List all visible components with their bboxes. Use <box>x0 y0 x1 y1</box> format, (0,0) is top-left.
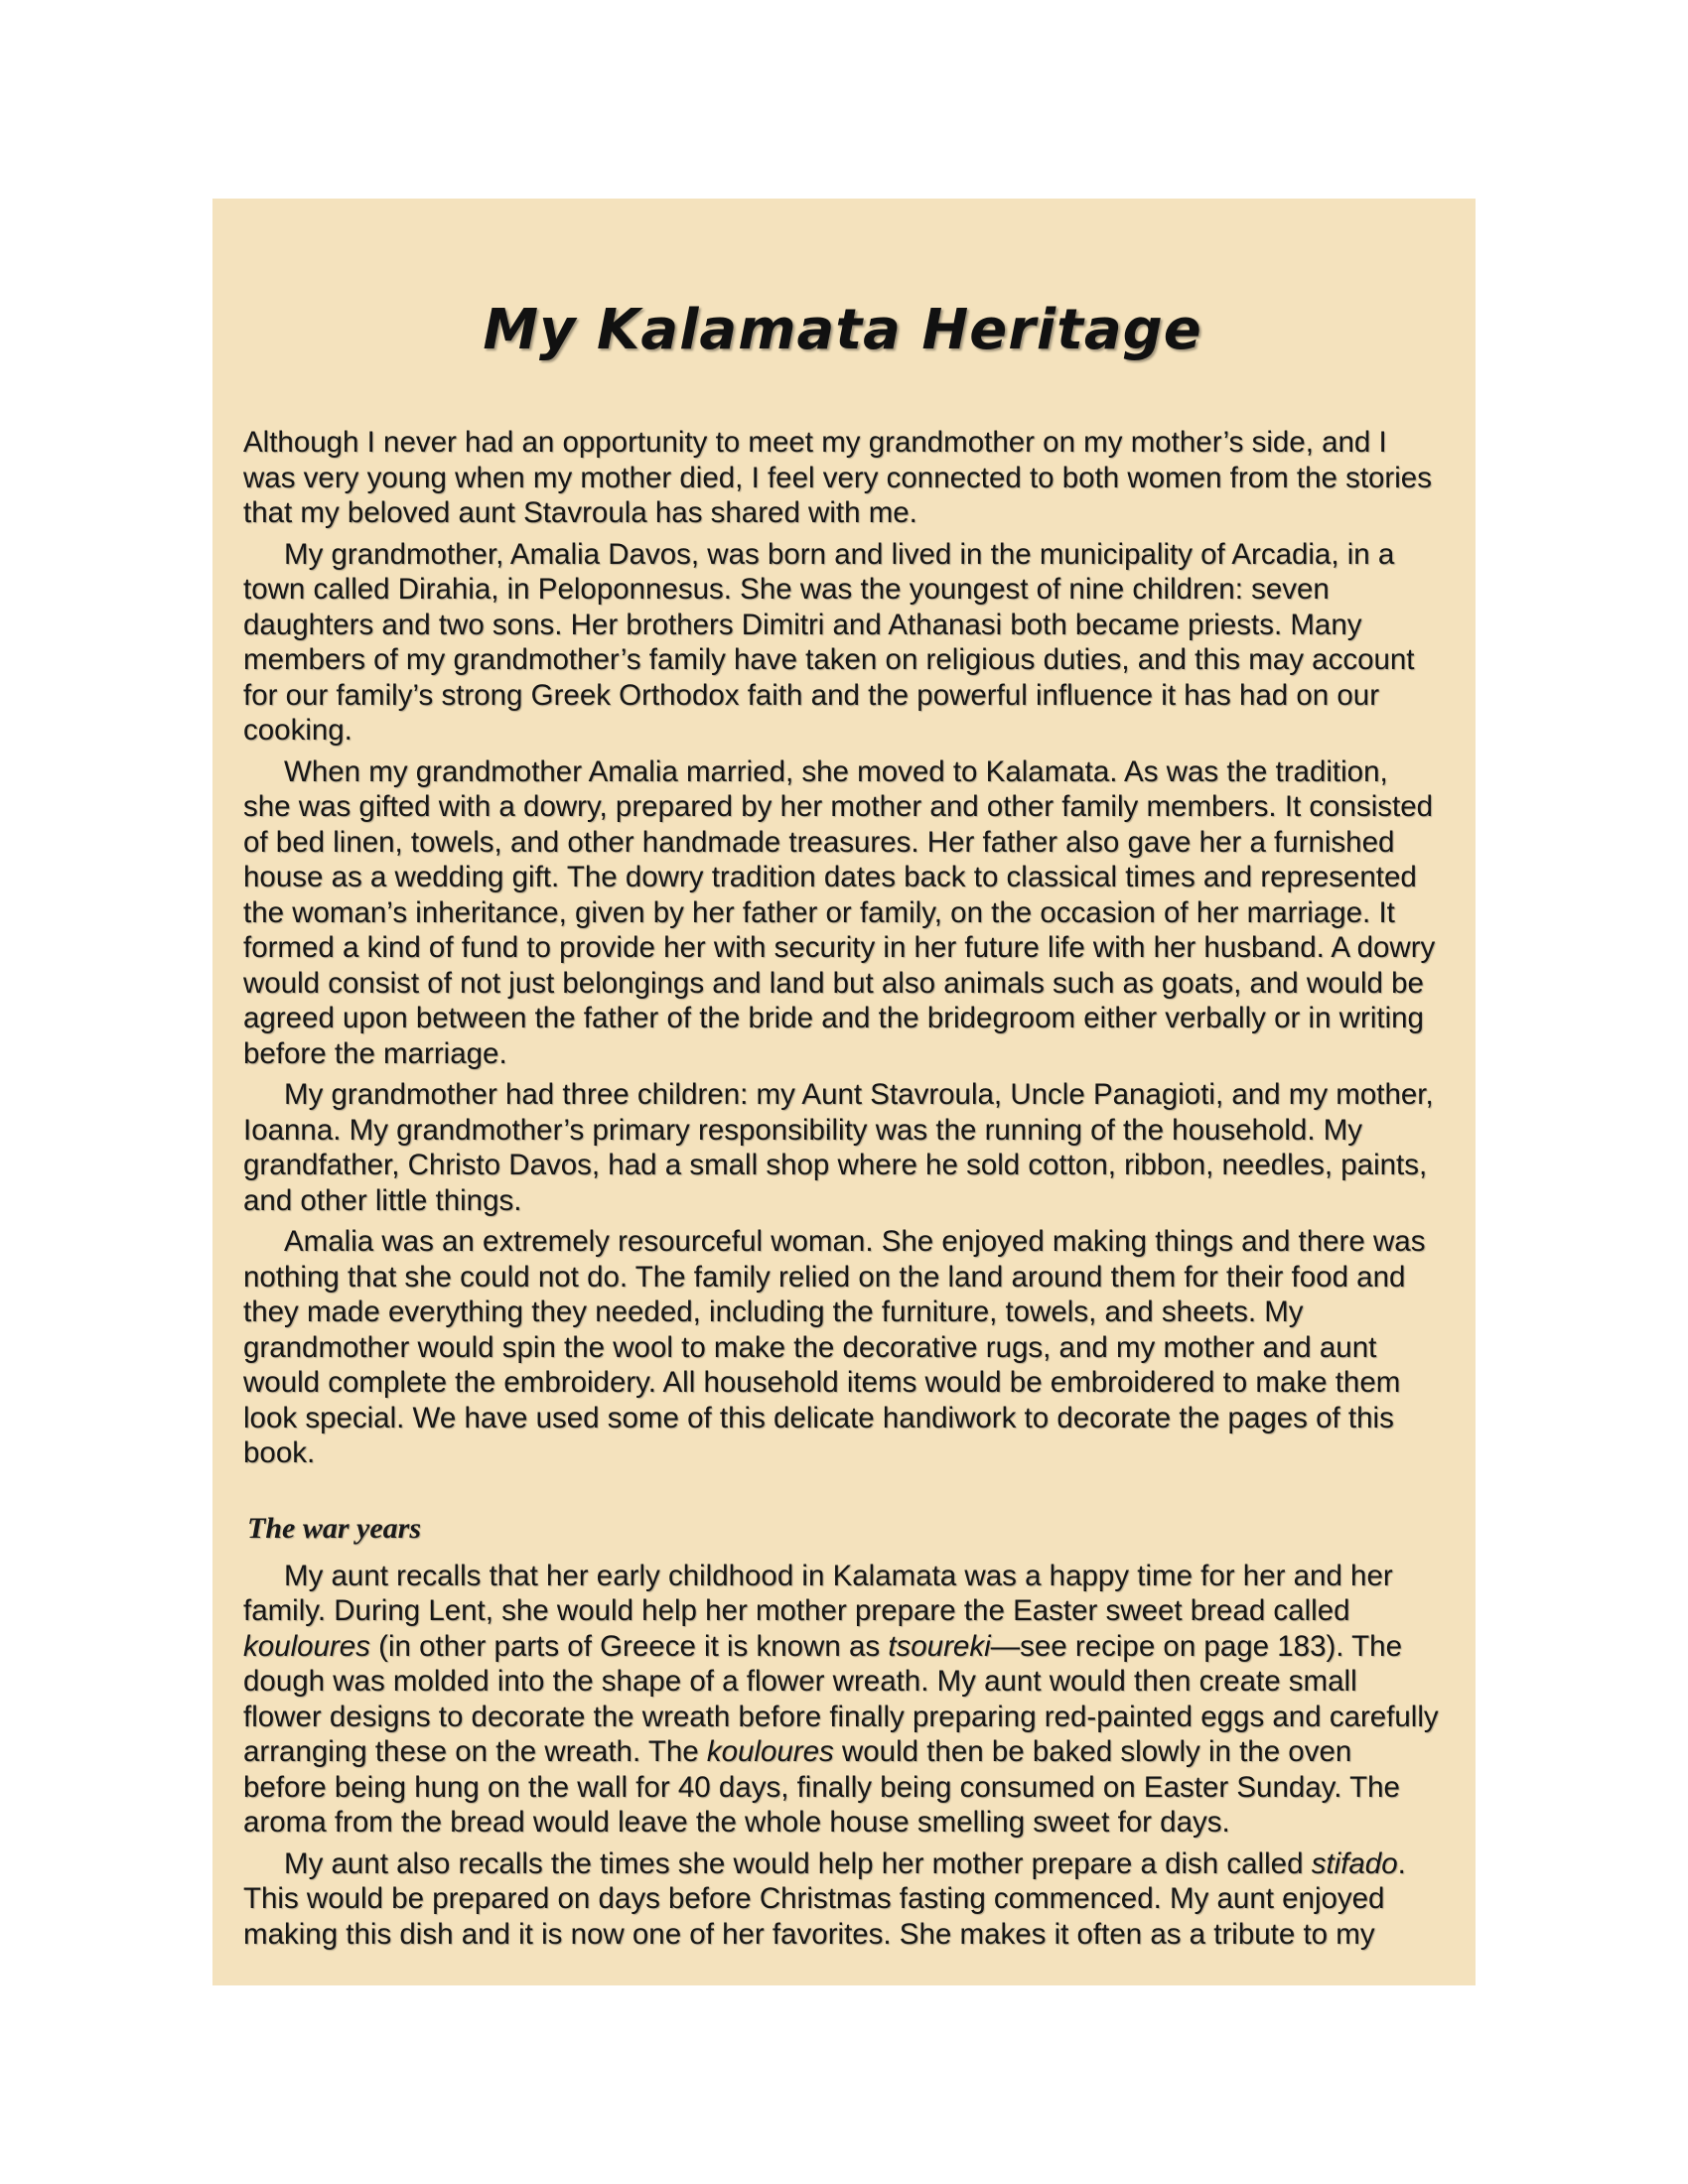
italic-term: tsoureki <box>888 1629 991 1663</box>
page-panel <box>212 199 1476 1985</box>
article-body <box>243 425 1442 1952</box>
section-heading-war-years: The war years <box>247 1511 421 1545</box>
italic-term: kouloures <box>243 1629 370 1663</box>
italic-term: kouloures <box>706 1735 834 1768</box>
text-run: My aunt recalls that her early childhood in Kalamata was a happy time for her and her family. During Lent, she would help her mother prepare the Easter sweet bread called <box>243 1559 1393 1627</box>
paragraph-resourceful: Amalia was an extremely resourceful woman. She enjoyed making things and there was nothing that she could not do. The family relied on the land around them for their food and they made everything they needed, including the furniture, towels, and sheets. My grandmother would spin the wool to make the decorative rugs, and my mother and aunt would complete the embroidery. All household items would be embroidered to make them look special. We have used some of this delicate handiwork to decorate the pages of this book. <box>243 1225 1426 1469</box>
text-run: —see recipe on page 183). The dough was molded into the shape of a flower wreath. My aunt would then create small flower designs to decorate the wreath before finally preparing red-painted eggs and carefully arranging these on the wreath. The <box>243 1629 1439 1768</box>
page-title: My Kalamata Heritage <box>483 298 1202 362</box>
paragraph-grandmother-origins: My grandmother, Amalia Davos, was born and lived in the municipality of Arcadia, in a town called Dirahia, in Peloponnesus. She was the youngest of nine children: seven daughters and two sons. Her brothers Dimitri and Athanasi both became priests. Many members of my grandmother’s family have taken on religious duties, and this may account for our family’s strong Greek Orthodox faith and the powerful influence it has had on our cooking. <box>243 537 1415 747</box>
italic-term: stifado <box>1311 1846 1398 1880</box>
paragraph-dowry: When my grandmother Amalia married, she moved to Kalamata. As was the tradition, she was gifted with a dowry, prepared by her mother and other family members. It consisted of bed linen, towels, and other handmade treasures. Her father also gave her a furnished house as a wedding gift. The dowry tradition dates back to classical times and represented the woman’s inheritance, given by her father or family, on the occasion of her marriage. It formed a kind of fund to provide her with security in her future life with her husband. A dowry would consist of not just belongings and land but also animals such as goats, and would be agreed upon between the father of the bride and the bridegroom either verbally or in writing before the marriage. <box>243 754 1436 1070</box>
text-run: . This would be prepared on days before Christmas fasting commenced. My aunt enjoyed making this dish and it is now one of her favorites. She makes it often as a tribute to my <box>243 1846 1406 1951</box>
text-run: (in other parts of Greece it is known as <box>369 1629 889 1663</box>
text-run: My aunt also recalls the times she would help her mother prepare a dish called <box>284 1846 1312 1880</box>
paragraph-intro: Although I never had an opportunity to meet my grandmother on my mother’s side, and I was very young when my mother died, I feel very connected to both women from the stories that my beloved aunt Stavroula has shared with me. <box>243 426 1432 529</box>
paragraph-stifado <box>243 1846 1442 1953</box>
text-run: would then be baked slowly in the oven before being hung on the wall for 40 days, finally being consumed on Easter Sunday. The aroma from the bread would leave the whole house smelling sweet for days. <box>243 1735 1400 1839</box>
paragraph-children: My grandmother had three children: my Aunt Stavroula, Uncle Panagioti, and my mother, Ioanna. My grandmother’s primary responsibility was the running of the household. My grandfather, Christo Davos, had a small shop where he sold cotton, ribbon, needles, paints, and other little things. <box>243 1078 1434 1217</box>
paragraph-easter-bread <box>243 1559 1442 1841</box>
